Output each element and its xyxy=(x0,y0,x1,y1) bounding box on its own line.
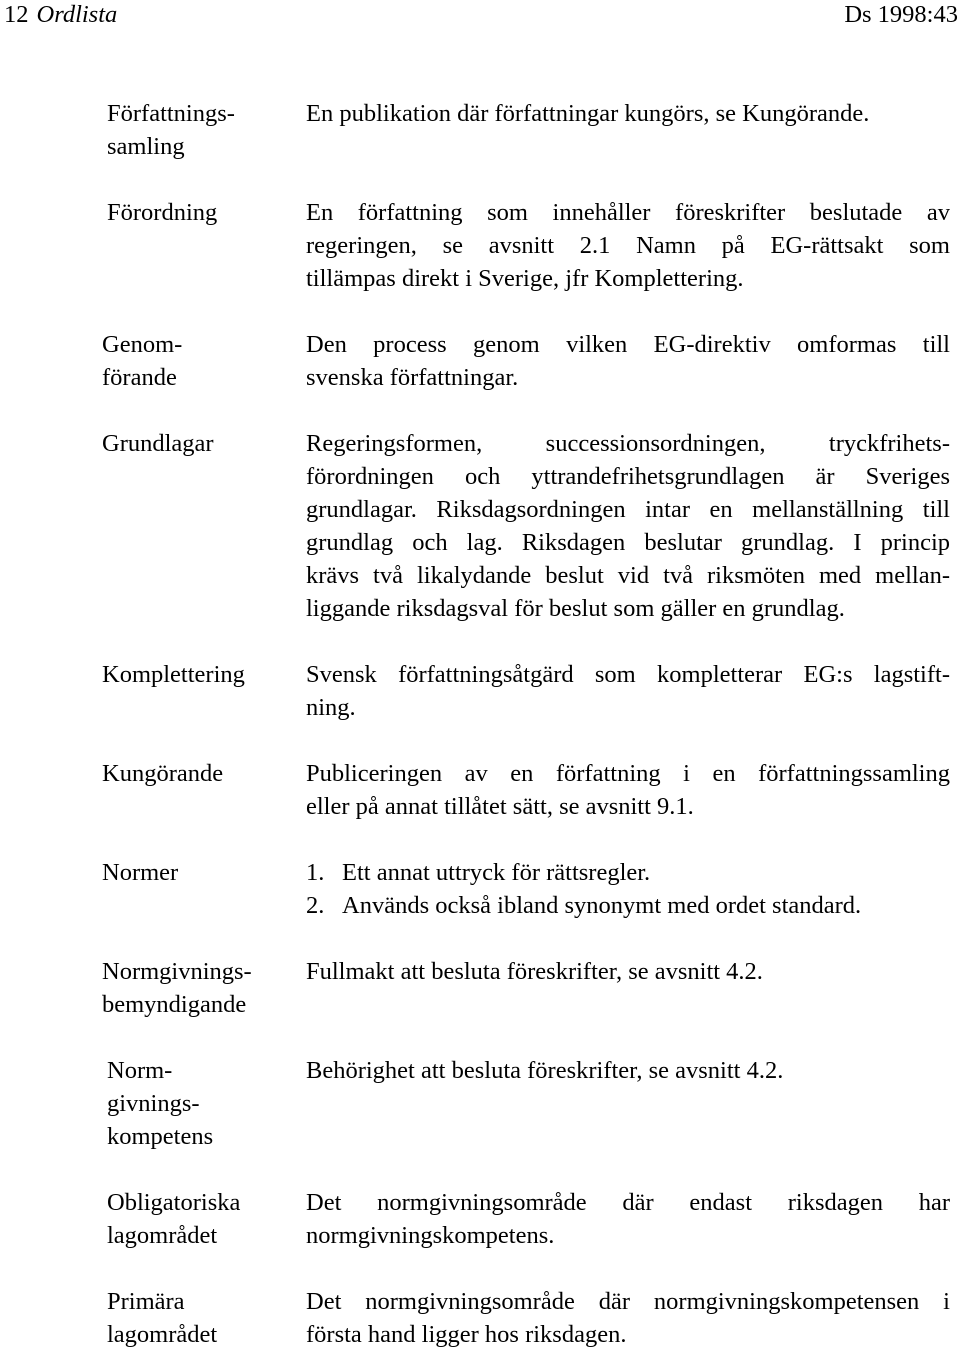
glossary-definition xyxy=(306,1285,950,1351)
definition-line: Regeringsformen, successionsordningen, tryckfrihets- xyxy=(306,430,950,457)
term-line: givnings- xyxy=(107,1090,200,1117)
term-line: bemyndigande xyxy=(102,991,247,1018)
document-reference: Ds 1998:43 xyxy=(844,1,958,28)
glossary-term xyxy=(107,196,297,229)
definition-line: tillämpas direkt i Sverige, jfr Komplettering. xyxy=(306,265,744,292)
term-line: Komplettering xyxy=(102,661,245,688)
glossary-term xyxy=(107,97,297,163)
definition-line: En publikation där författningar kungörs, se Kungörande. xyxy=(306,100,870,127)
list-item-number: 1. xyxy=(306,859,325,886)
glossary-definition xyxy=(306,1054,950,1087)
term-line: Grundlagar xyxy=(102,430,214,457)
glossary-definition xyxy=(306,427,950,625)
page-number: 12 xyxy=(4,1,29,28)
definition-line: förordningen och yttrandefrihetsgrundlagen är Sveriges xyxy=(306,463,950,490)
glossary-definition xyxy=(306,757,950,823)
term-line: Förordning xyxy=(107,199,218,226)
definition-line: eller på annat tillåtet sätt, se avsnitt 9.1. xyxy=(306,793,694,820)
term-line: Kungörande xyxy=(102,760,224,787)
glossary-term xyxy=(102,328,292,394)
glossary-term xyxy=(102,427,292,460)
definition-list-item xyxy=(306,889,950,922)
section-title: Ordlista xyxy=(36,1,118,28)
term-line: Författnings- xyxy=(107,100,235,127)
term-line: Norm- xyxy=(107,1057,173,1084)
term-line: Obligatoriska xyxy=(107,1189,241,1216)
glossary-term xyxy=(102,658,292,691)
definition-line: Behörighet att besluta föreskrifter, se avsnitt 4.2. xyxy=(306,1057,784,1084)
glossary-definition xyxy=(306,1186,950,1252)
definition-line: svenska författningar. xyxy=(306,364,519,391)
definition-line: Det normgivningsområde där normgivningskompetensen i xyxy=(306,1288,950,1315)
definition-line: ning. xyxy=(306,694,356,721)
glossary-term xyxy=(107,1186,297,1252)
glossary-definition xyxy=(306,955,950,988)
glossary-term xyxy=(107,1285,297,1351)
page-header-left xyxy=(4,0,117,30)
definition-list-item xyxy=(306,856,950,889)
term-line: kompetens xyxy=(107,1123,214,1150)
glossary-term xyxy=(102,955,292,1021)
term-line: samling xyxy=(107,133,185,160)
glossary-definition xyxy=(306,658,950,724)
term-line: Genom- xyxy=(102,331,183,358)
term-line: Primära xyxy=(107,1288,185,1315)
definition-line: grundlagar. Riksdagsordningen intar en mellanställning till xyxy=(306,496,950,523)
definition-line: En författning som innehåller föreskrifter beslutade av xyxy=(306,199,950,226)
definition-line: Fullmakt att besluta föreskrifter, se avsnitt 4.2. xyxy=(306,958,763,985)
definition-line: Det normgivningsområde där endast riksdagen har xyxy=(306,1189,950,1216)
list-item-text: Används också ibland synonymt med ordet standard. xyxy=(342,892,862,919)
glossary-definition xyxy=(306,196,950,295)
definition-line: första hand ligger hos riksdagen. xyxy=(306,1321,627,1348)
term-line: Normer xyxy=(102,859,179,886)
glossary-definition xyxy=(306,328,950,394)
term-line: förande xyxy=(102,364,177,391)
term-line: lagområdet xyxy=(107,1321,218,1348)
glossary-definition xyxy=(306,856,950,922)
definition-line: Den process genom vilken EG-direktiv omformas till xyxy=(306,331,950,358)
glossary-term xyxy=(107,1054,297,1153)
list-item-number: 2. xyxy=(306,892,325,919)
glossary-term xyxy=(102,757,292,790)
definition-line: Publiceringen av en författning i en författningssamling xyxy=(306,760,950,787)
page-header xyxy=(4,0,958,30)
term-line: lagområdet xyxy=(107,1222,218,1249)
definition-line: regeringen, se avsnitt 2.1 Namn på EG-rättsakt som xyxy=(306,232,950,259)
definition-line: normgivningskompetens. xyxy=(306,1222,555,1249)
definition-line: krävs två likalydande beslut vid två riksmöten med mellan- xyxy=(306,562,950,589)
glossary-term xyxy=(102,856,292,889)
term-line: Normgivnings- xyxy=(102,958,252,985)
glossary-definition xyxy=(306,97,950,130)
list-item-text: Ett annat uttryck för rättsregler. xyxy=(342,859,651,886)
definition-line: grundlag och lag. Riksdagen beslutar grundlag. I princip xyxy=(306,529,950,556)
definition-line: liggande riksdagsval för beslut som gäller en grundlag. xyxy=(306,595,845,622)
definition-line: Svensk författningsåtgärd som kompletterar EG:s lagstift- xyxy=(306,661,950,688)
